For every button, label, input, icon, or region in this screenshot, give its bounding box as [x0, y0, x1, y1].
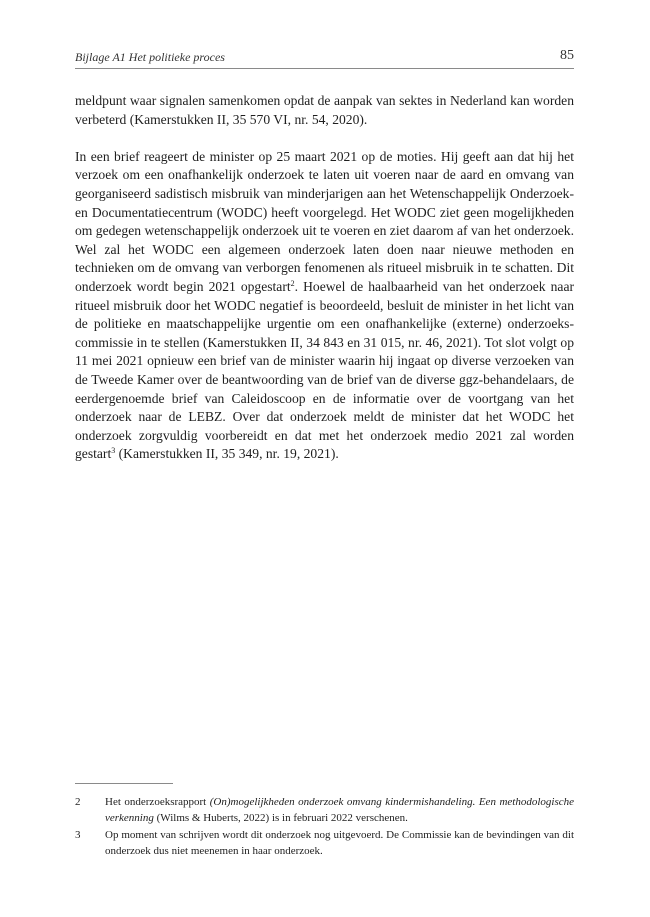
footnote-number: 3 [75, 829, 81, 842]
footnote-number: 2 [75, 796, 81, 808]
paragraph-2-part-a: In een brief reageert de minister op 25 maart 2021 op de moties. Hij geeft aan dat hij het verzoek om een onafhankelijk onderzoek te laten uit voeren naar de aard en omvang van georganiseerd sadistisch misbruik van minderjarigen aan het Wetenschappelijk Onderzoek- en Documentatiecentrum (WODC) heeft voorgelegd. Het WODC ziet geen mogelijkheden om gedegen wetenschappelijk onderzoek uit te voeren en ziet daarom af van het onderzoek. Wel zal het WODC een algemeen onderzoek laten doen naar nieuwe methoden en technieken om de omvang van verborgen fenomenen als ritueel misbruik in te schatten. Dit onderzoek wordt begin 2021 opgestart [75, 148, 574, 294]
page-number: 85 [560, 48, 574, 63]
paragraph-2 [75, 148, 574, 464]
footnote-text [105, 828, 574, 859]
paragraph-2-part-c: (Kamerstukken II, 35 349, nr. 19, 2021). [115, 446, 339, 462]
footnote-ref-3[interactable]: 3 [111, 446, 116, 456]
paragraph-2-part-b: . Hoewel de haalbaarheid van het onderzoek naar ritueel misbruik door het WODC negatief is beoordeeld, besluit de minister in het licht van de politieke en maatschappelijke urgentie om een onafhankelijke (externe) onderzoekscommissie in te stellen (Kamerstukken II, 34 843 en 31 015, nr. 46, 2021). Tot slot volgt op 11 mei 2021 opnieuw een brief van de minister waarin hij ingaat op diverse verzoeken van de Tweede Kamer over de beantwoording van de brief van de diverse ggz-behandelaars, de eerdergenoemde brief van Caleidoscoop en de informatie over de voortgang van het onderzoek naar de LEBZ. Over dat onderzoek meldt de minister dat het WODC het onderzoek zorgvuldig voorbereidt en dat met het onderzoek medio 2021 zal worden gestart [75, 278, 575, 462]
footnote-3 [75, 828, 574, 859]
footnotes [75, 795, 574, 861]
paragraph-1: meldpunt waar signalen samenkomen opdat de aanpak van sektes in Nederland kan worden verbeterd (Kamerstukken II, 35 570 VI, nr. 54, 2020). [75, 93, 574, 127]
footnote-text-a: Op moment van schrijven wordt dit onderzoek nog uitgevoerd. De Commissie kan de bevindingen van dit onderzoek dus niet meenemen in haar onderzoek. [105, 829, 574, 857]
page-header [75, 50, 574, 69]
footnote-text-b: (Wilms & Huberts, 2022) is in februari 2022 verschenen. [153, 811, 408, 824]
footnote-title-italic: (On)mogelijkheden onderzoek omvang kindermishandeling. Een methodologische verkenning [105, 796, 574, 824]
footnote-text-a: Het onderzoeksrapport [105, 796, 210, 808]
footnote-separator [75, 783, 173, 784]
footnote-2 [75, 795, 574, 826]
running-title: Bijlage A1 Het politieke proces [75, 50, 225, 64]
body-text [75, 92, 574, 482]
footnote-ref-2[interactable]: 2 [290, 278, 295, 288]
footnote-text [105, 795, 574, 826]
